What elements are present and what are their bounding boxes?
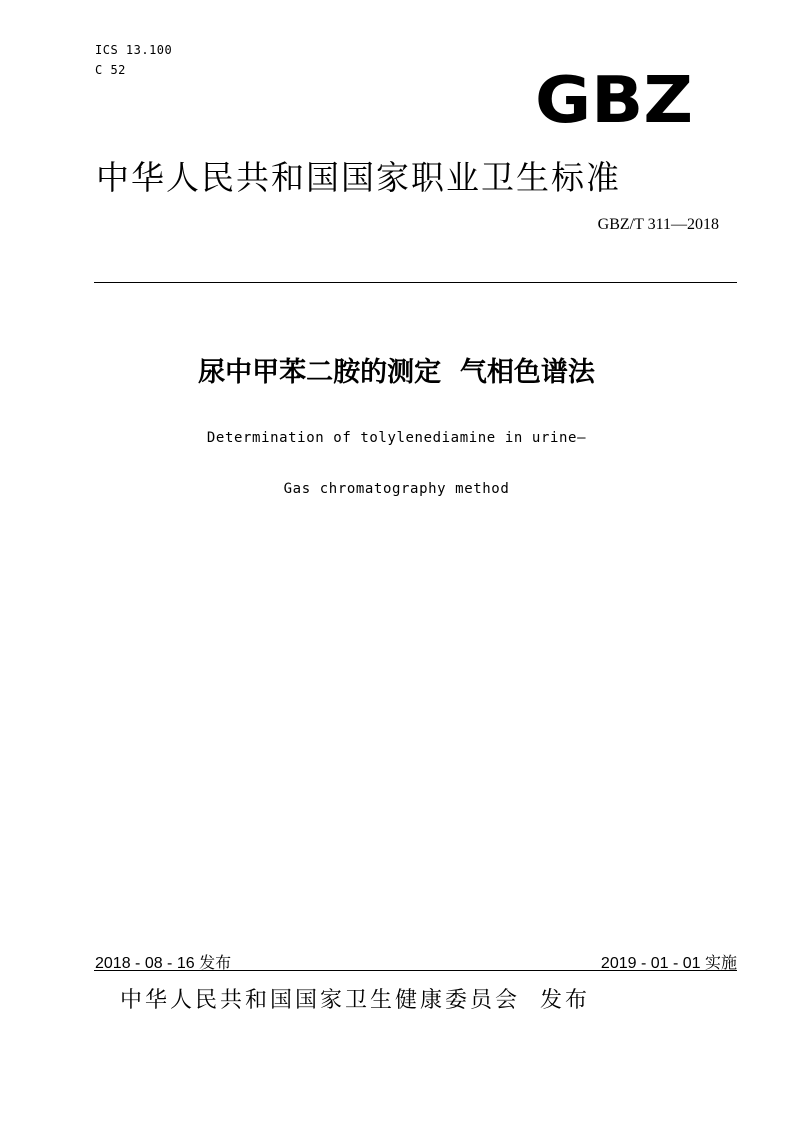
org-standard-title: 中华人民共和国国家职业卫生标准 <box>96 158 621 197</box>
classification-codes <box>95 40 172 80</box>
bottom-divider <box>94 970 737 971</box>
document-title-en-line2: Gas chromatography method <box>283 481 510 497</box>
issuing-authority: 中华人民共和国国家卫生健康委员会 发布 <box>120 988 590 1013</box>
document-title-zh: 尿中甲苯二胺的测定 气相色谱法 <box>198 357 595 388</box>
standard-number: GBZ/T 311—2018 <box>597 216 719 233</box>
ccs-code: C 52 <box>95 63 126 77</box>
ics-code: ICS 13.100 <box>95 43 173 57</box>
top-divider <box>94 282 737 283</box>
effective-date: 2019 - 01 - 01 实施 <box>600 955 737 972</box>
svg-text:GBZ: GBZ <box>535 66 693 128</box>
issue-date: 2018 - 08 - 16 发布 <box>95 955 232 972</box>
gbz-logo <box>533 66 695 128</box>
document-title-en-line1: Determination of tolylenediamine in urine— <box>206 430 587 446</box>
